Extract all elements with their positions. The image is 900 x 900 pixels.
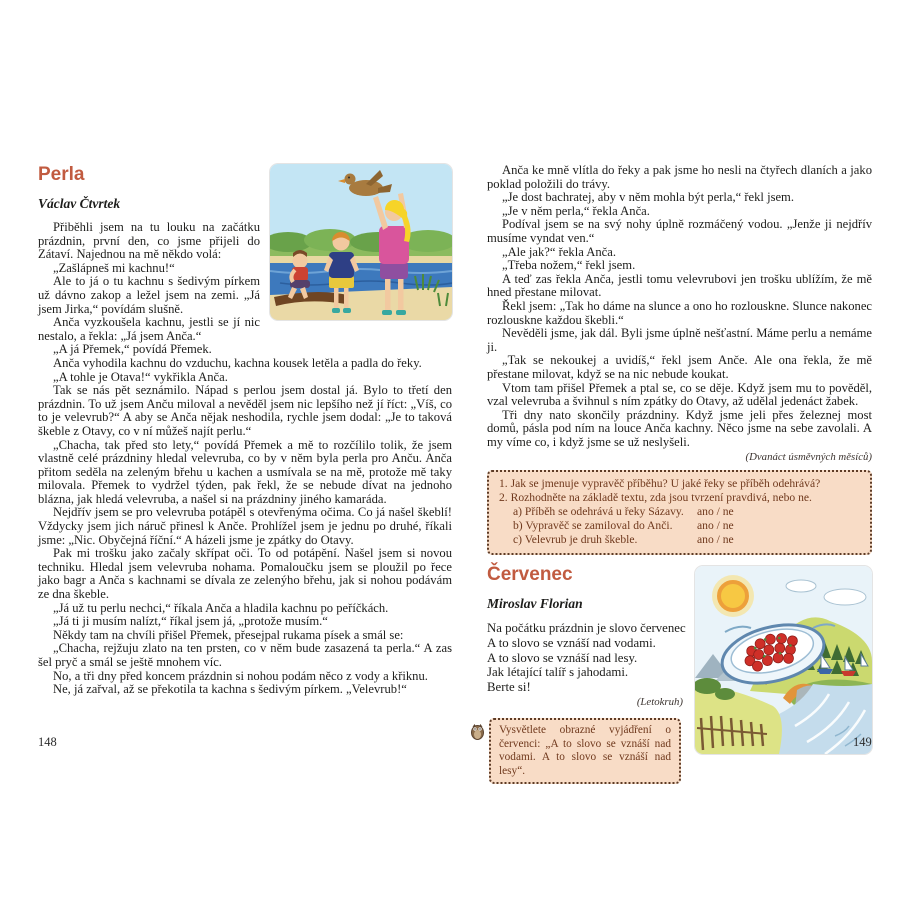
- story-paragraph: Tři dny nato skončily prázdniny. Když jsme jeli přes železnej most domů, pásla pod ním na louce Anča kachny. Něco jsme na sebe zavolali. A my víme co, i když jsme se už neslyšeli.: [487, 407, 872, 449]
- answer-choice-a: ano / ne: [697, 505, 734, 519]
- statement-b: b) Vypravěč se zamiloval do Anči.: [513, 519, 673, 533]
- statement-c: c) Velevrub je druh škeble.: [513, 533, 638, 547]
- story-paragraph: „Třeba nožem,“ řekl jsem.: [502, 258, 636, 273]
- story-paragraph: „Ale jak?“ řekla Anča.: [502, 244, 616, 259]
- story-paragraph: Anča vyhodila kachnu do vzduchu, kachna kousek letěla a padla do řeky.: [53, 355, 422, 370]
- story-paragraph: „Chacha, tak před sto lety,“ povídá Přemek a mě to rozčílilo tolik, že jsem vlastně celé prázdniny hledal velevruba, co by v něm byla perla pro Anču. Anča přitom seděla na zeleným břehu u kachen a usmívala se na mě, protože mě taky milovala. Přemek to vydržel týden, pak řekl, že se nebude dívat na jednoho blázna, jak hledá velevruba, a našel si na prázdniny jiného kamaráda.: [38, 437, 452, 506]
- river-scene-drawing: [270, 164, 452, 320]
- true-false-item: [499, 505, 860, 519]
- right-page: [487, 164, 872, 784]
- comprehension-questions-box: [487, 470, 872, 555]
- story-illustration-children-with-duck: [270, 164, 452, 320]
- story-paragraph: Nejdřív jsem se pro velevruba potápěl s otevřenýma očima. Co já našel škeblí! Vždycky jsem jich náruč přinesl k Anče. Prohlížel jsem je jednu po druhé, říkali jsme: „Nic. Obyčejná říční.“ A házeli jsme je zpátky do Otavy.: [38, 505, 452, 547]
- story-paragraph: No, a tři dny před koncem prázdnin si nohou podám něco z vody a křiknu.: [53, 668, 428, 683]
- poem-line: Jak létající talíř s jahodami.: [487, 665, 629, 680]
- poem-task-box: [489, 718, 681, 784]
- story-paragraph: „Je dost bachratej, aby v něm mohla být perla,“ řekl jsem.: [502, 190, 795, 205]
- story-paragraph: Řekl jsem: „Tak ho dáme na slunce a ono ho rozlouskne. Slunce nakonec rozlouskne každou škebli.“: [487, 298, 872, 327]
- story-paragraph: Přiběhli jsem na tu louku na začátku prázdnin, první den, co jsme přijeli do Zátaví. Najednou na mě někdo volá:: [38, 220, 260, 262]
- story-paragraph: „Je v něm perla,“ řekla Anča.: [502, 203, 650, 218]
- page-number-left: 148: [38, 735, 57, 749]
- story-paragraph: „Zašlápneš mi kachnu!“: [53, 260, 175, 275]
- poem-section: [487, 564, 872, 784]
- poem-line: A to slovo se vznáší nad lesy.: [487, 650, 638, 665]
- story-paragraph: Anča vyzkoušela kachnu, jestli se jí nic nestalo, a řekla: „Já jsem Anča.“: [38, 315, 260, 343]
- question-1: 1. Jak se jmenuje vypravěč příběhu? U jaké řeky se příběh odehrává?: [499, 477, 821, 491]
- poem-author: Miroslav Florian: [487, 596, 583, 612]
- story-paragraph: Nevěděli jsme, jak dál. Byli jsme úplně nešťastní. Máme perlu a nemáme ji.: [487, 326, 872, 354]
- story-title: Perla: [38, 164, 85, 185]
- owl-mascot-icon: [470, 723, 485, 740]
- poem-line: Na počátku prázdnin je slovo červenec: [487, 621, 686, 636]
- story-paragraph: Anča ke mně vlítla do řeky a pak jsme ho nesli na čtyřech dlaních a jako poklad položili do trávy.: [487, 163, 872, 191]
- story-paragraph: „A tohle je Otava!“ vykřikla Anča.: [53, 369, 228, 384]
- story-paragraph: „Já ti ji musím nalízt,“ říkal jsem já, „protože musím.“: [53, 614, 328, 629]
- story-paragraph: Ale to já o tu kachnu s šedivým pírkem už dávno zakop a ležel jsem na zemi. „Já jsem Jirka,“ povídám slušně.: [38, 274, 260, 316]
- poem-title: Červenec: [487, 564, 573, 586]
- story-paragraph: „Tak se nekoukej a uvidíš,“ řekl jsem Anče. Ale ona řekla, že mě přestane milovat, když se na nic nebude koukat.: [487, 353, 872, 381]
- true-false-item: [499, 533, 860, 547]
- story-paragraph: Tak se nás pět seznámilo. Nápad s perlou jsem dostal já. Bylo to třetí den prázdnin. To už jsem Anču miloval a nevěděl jsem nic lepšího než jí říct: „Víš, co to je velevrub?“ A aby se Anča nějak neshodila, rychle jsem dodal: „Je to taková škeble z Otavy, co v ní můžeš najít perlu.“: [38, 383, 452, 438]
- poem-source-citation: (Letokruh): [636, 696, 683, 709]
- story-paragraph: Ne, já zařval, až se překotila ta kachna s šedivým pírkem. „Velevrub!“: [53, 682, 407, 697]
- answer-choice-c: ano / ne: [697, 533, 734, 547]
- page-number-right: 149: [853, 735, 872, 749]
- story-paragraph: Podíval jsem se na svý nohy úplně rozmáčený vodou. „Jenže ji nejdřív musíme vyndat ven.“: [487, 217, 872, 245]
- left-page: [38, 164, 452, 697]
- story-paragraph: Pak mi trošku jako začaly skřípat oči. To od potápění. Našel jsem si novou techniku. Hledal jsem velevruba nohama. Pomaloučku jsem se ploužil po řece jako bagr a Anča s kachnami se dívala ze zelenýho břehu, jak si nohou podávám ze dna škeble.: [38, 546, 452, 602]
- statement-a: a) Příběh se odehrává u řeky Sázavy.: [513, 505, 684, 519]
- poem-illustration-strawberry-saucer: [695, 566, 872, 754]
- story-author: Václav Čtvrtek: [38, 196, 121, 211]
- poem-line: A to slovo se vznáší nad vodami.: [487, 636, 656, 651]
- summer-landscape-drawing: [695, 566, 872, 754]
- story-paragraph: A teď zas řekla Anča, jestli tomu velevrubovi jen trošku ublížím, že mě hned přestane milovat.: [487, 271, 872, 300]
- story-source-citation: (Dvanáct úsměvných měsíců): [745, 451, 872, 464]
- story-paragraph: „A já Přemek,“ povídá Přemek.: [53, 342, 212, 357]
- poem-task-text: Vysvětlete obrazné vyjádření o červenci: „A to slovo se vznáší nad vodami. A to slovo se vznáší nad lesy“.: [499, 724, 671, 777]
- question-2: 2. Rozhodněte na základě textu, zda jsou tvrzení pravdivá, nebo ne.: [499, 491, 812, 505]
- answer-choice-b: ano / ne: [697, 519, 734, 533]
- story-paragraph: „Chacha, rejžuju zlato na ten prsten, co v něm bude zasazená ta perla.“ A zas šel pryč a smál se ještě mnohem víc.: [38, 641, 452, 669]
- poem-line: Berte si!: [487, 679, 531, 694]
- story-paragraph: Někdy tam na chvíli přišel Přemek, přesejpal rukama písek a smál se:: [53, 627, 404, 642]
- true-false-item: [499, 519, 860, 533]
- story-paragraph: Vtom tam přišel Přemek a ptal se, co se děje. Když jsem mu to pověděl, vzal velevruba a švihnul s ním zpátky do Otavy, až udělal jedenáct žabek.: [487, 380, 872, 409]
- story-paragraph: „Já už tu perlu nechci,“ říkala Anča a hladila kachnu po peříčkách.: [53, 600, 389, 615]
